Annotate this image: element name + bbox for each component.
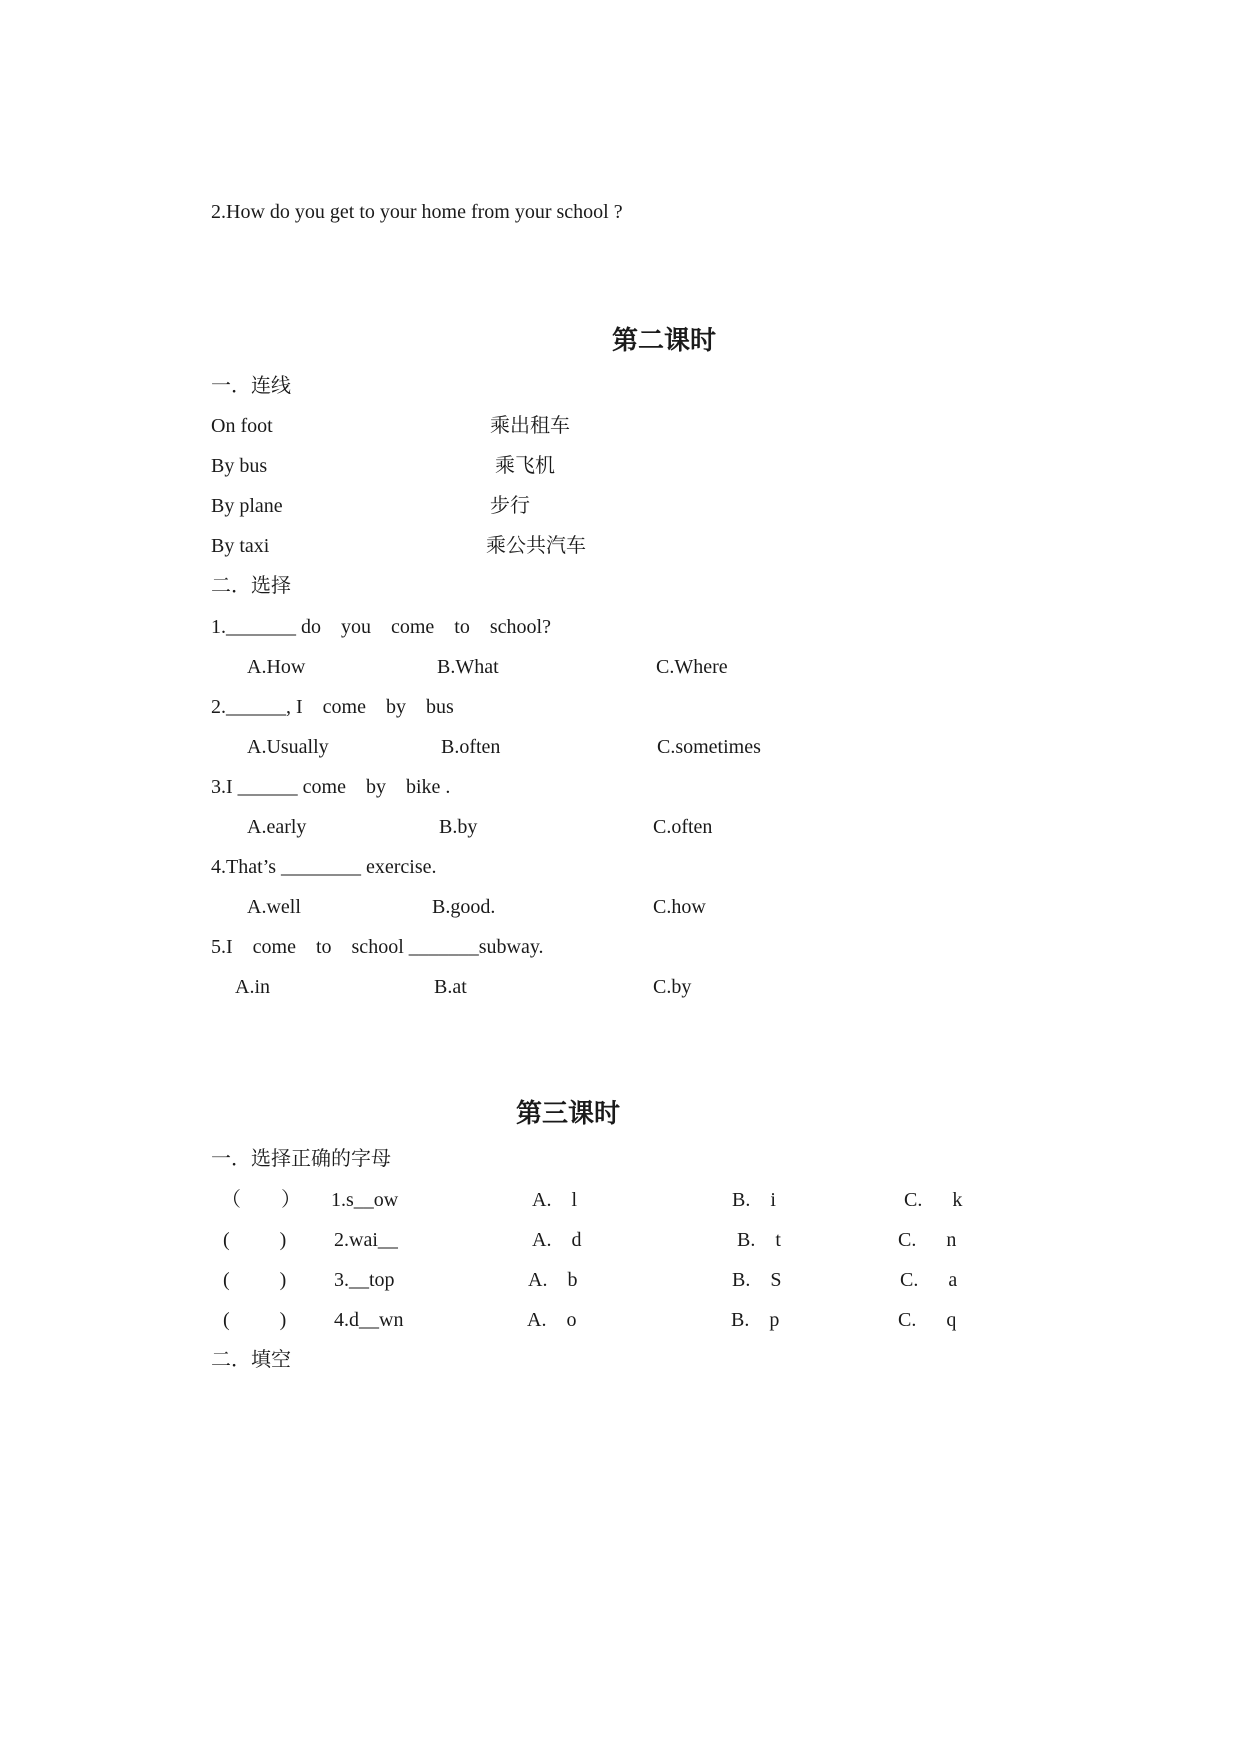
lesson3-part1-heading: 一．选择正确的字母 xyxy=(211,1148,391,1170)
choice-3-option-b: B.by xyxy=(439,816,478,838)
letter-row-1-option-b: B. i xyxy=(732,1189,776,1211)
letter-row-3-option-a: A. b xyxy=(528,1269,578,1291)
letter-row-2-question: 2.wai__ xyxy=(334,1229,398,1251)
match-zh-0: 乘出租车 xyxy=(490,415,570,437)
choice-question-2: 2.______, I come by bus xyxy=(211,696,454,718)
letter-row-1-option-c: C. k xyxy=(904,1189,963,1211)
match-en-2: By plane xyxy=(211,495,283,517)
letter-row-2-paren: ( ) xyxy=(223,1229,287,1251)
choice-question-3: 3.I ______ come by bike . xyxy=(211,776,451,798)
top-question: 2.How do you get to your home from your school ? xyxy=(211,201,623,223)
lesson2-part2-heading: 二．选择 xyxy=(211,575,291,597)
choice-1-option-b: B.What xyxy=(437,656,499,678)
choice-1-option-c: C.Where xyxy=(656,656,728,678)
match-en-1: By bus xyxy=(211,455,268,477)
choice-3-option-a: A.early xyxy=(247,816,307,838)
choice-4-option-c: C.how xyxy=(653,896,706,918)
letter-row-1-paren: （ ） xyxy=(221,1189,301,1211)
choice-3-option-c: C.often xyxy=(653,816,713,838)
lesson3-title: 第三课时 xyxy=(516,1099,621,1128)
match-zh-2: 步行 xyxy=(490,495,530,517)
choice-4-option-a: A.well xyxy=(247,896,301,918)
lesson2-part1-heading: 一．连线 xyxy=(211,375,291,397)
letter-row-3-paren: ( ) xyxy=(223,1269,287,1291)
choice-question-5: 5.I come to school _______subway. xyxy=(211,936,544,958)
letter-row-2-option-a: A. d xyxy=(532,1229,582,1251)
letter-row-2-option-b: B. t xyxy=(737,1229,781,1251)
letter-row-4-question: 4.d__wn xyxy=(334,1309,404,1331)
choice-question-1: 1._______ do you come to school? xyxy=(211,616,551,638)
letter-row-4-option-a: A. o xyxy=(527,1309,577,1331)
letter-row-1-option-a: A. l xyxy=(532,1189,577,1211)
choice-5-option-b: B.at xyxy=(434,976,467,998)
letter-row-4-paren: ( ) xyxy=(223,1309,287,1331)
letter-row-3-question: 3.__top xyxy=(334,1269,395,1291)
letter-row-2-option-c: C. n xyxy=(898,1229,957,1251)
letter-row-3-option-b: B. S xyxy=(732,1269,782,1291)
match-en-3: By taxi xyxy=(211,535,270,557)
letter-row-4-option-c: C. q xyxy=(898,1309,957,1331)
letter-row-1-question: 1.s__ow xyxy=(331,1189,399,1211)
choice-1-option-a: A.How xyxy=(247,656,306,678)
choice-4-option-b: B.good. xyxy=(432,896,496,918)
letter-row-3-option-c: C. a xyxy=(900,1269,958,1291)
match-en-0: On foot xyxy=(211,415,273,437)
choice-2-option-a: A.Usually xyxy=(247,736,329,758)
choice-2-option-c: C.sometimes xyxy=(657,736,761,758)
lesson3-part2-heading: 二．填空 xyxy=(211,1349,291,1371)
letter-row-4-option-b: B. p xyxy=(731,1309,780,1331)
choice-5-option-c: C.by xyxy=(653,976,692,998)
choice-2-option-b: B.often xyxy=(441,736,501,758)
choice-question-4: 4.That’s ________ exercise. xyxy=(211,856,437,878)
lesson2-title: 第二课时 xyxy=(612,326,717,355)
choice-5-option-a: A.in xyxy=(235,976,270,998)
match-zh-1: 乘飞机 xyxy=(495,455,555,477)
match-zh-3: 乘公共汽车 xyxy=(486,535,586,557)
